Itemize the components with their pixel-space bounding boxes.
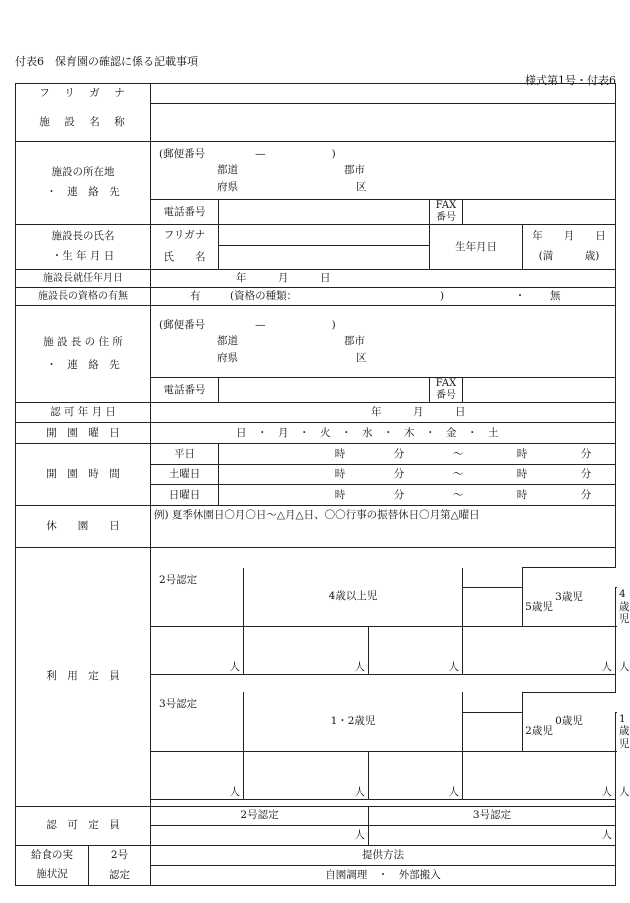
- director-postal-label: (郵便番号: [159, 319, 206, 332]
- capacity-age2-count[interactable]: [369, 751, 463, 799]
- open-days-label: 開 園 曜 日: [16, 423, 151, 444]
- document-title: 付表6 保育園の確認に係る記載事項: [15, 55, 198, 68]
- hour-label: 時: [334, 468, 346, 481]
- postal-label: (郵便番号: [159, 148, 206, 161]
- capacity-blank-cell: [463, 692, 523, 712]
- minute-label: 分: [393, 447, 405, 460]
- approved-cert2-header: 2号認定: [151, 806, 369, 825]
- director-phone-label: 電話番号: [151, 378, 219, 403]
- gun-shi: 郡市: [344, 164, 365, 177]
- minute-label: 分: [393, 488, 405, 501]
- meals-method-label: 提供方法: [151, 845, 616, 865]
- capacity-middle-spacer: [151, 674, 616, 692]
- capacity-age0-header: 0歳児: [523, 692, 616, 751]
- director-furigana-field[interactable]: [219, 225, 430, 246]
- qualification-dot: ・: [514, 290, 526, 303]
- meals-label-line2: 施状況: [36, 868, 68, 881]
- hour-label: 時: [516, 468, 528, 481]
- approved-capacity-label: 認 可 定 員: [16, 806, 151, 845]
- minute-label: 分: [580, 488, 592, 501]
- facility-name-label: 施 設 名 称: [16, 104, 151, 142]
- unit-label: 人: [354, 785, 365, 798]
- qualification-type-close: ): [440, 290, 445, 303]
- unit-label: 人: [601, 785, 612, 798]
- birthdate-label: 生年月日: [430, 225, 523, 270]
- fax-label: FAX番号: [430, 200, 463, 225]
- director-pref-fu-ken: 府県: [217, 351, 238, 364]
- capacity-over4-total[interactable]: [244, 626, 369, 674]
- birthdate-format: 年 月 日: [532, 230, 606, 243]
- unit-label: 人: [601, 828, 612, 841]
- approved-cert2-count[interactable]: [151, 825, 369, 845]
- unit-label: 人: [601, 661, 612, 674]
- phone-label: 電話番号: [151, 200, 219, 225]
- birthdate-field[interactable]: [523, 225, 616, 270]
- meals-options[interactable]: 自園調理 ・ 外部搬入: [151, 865, 616, 885]
- capacity-age12-total[interactable]: [244, 751, 369, 799]
- capacity-cert3-total[interactable]: [151, 751, 244, 799]
- capacity-age3-header: 3歳児: [523, 568, 616, 627]
- qualification-no[interactable]: 無: [550, 290, 561, 303]
- closed-days-example: 例) 夏季休園日〇月〇日～△月△日、〇〇行事の振替休日〇月第△曜日: [154, 509, 480, 521]
- facility-address-label: [16, 142, 151, 225]
- minute-label: 分: [580, 447, 592, 460]
- approved-cert3-count[interactable]: [369, 825, 616, 845]
- director-furigana-label: フリガナ: [151, 225, 219, 246]
- capacity-cert2-total[interactable]: [151, 626, 244, 674]
- director-fax-label: FAX番号: [430, 378, 463, 403]
- director-pref-to-dou: 都道: [217, 335, 238, 348]
- qualification-field[interactable]: [151, 288, 616, 306]
- postal-close: ): [331, 148, 336, 161]
- unit-label: 人: [448, 661, 459, 674]
- unit-label: 人: [354, 828, 365, 841]
- closed-days-field[interactable]: [151, 506, 616, 548]
- director-postal-dash: —: [255, 319, 266, 332]
- director-gun-shi: 郡市: [344, 335, 365, 348]
- approval-date-field[interactable]: 年 月 日: [151, 403, 616, 423]
- director-name-field[interactable]: [219, 246, 430, 270]
- capacity-cert3-label: 3号認定: [151, 692, 244, 751]
- director-phone-field[interactable]: [219, 378, 430, 403]
- unit-label: 人: [229, 785, 240, 798]
- director-fax-field[interactable]: [463, 378, 616, 403]
- facility-address-label-line1: 施設の所在地: [51, 166, 115, 179]
- director-address-label: [16, 306, 151, 403]
- tilde: ～: [452, 488, 464, 501]
- pref-fu-ken: 府県: [217, 180, 238, 193]
- hours-day-saturday: 土曜日: [151, 465, 219, 485]
- capacity-age12-header: 1・2歳児: [244, 692, 463, 751]
- capacity-cert2-label: 2号認定: [151, 568, 244, 627]
- facility-furigana-field[interactable]: [151, 84, 616, 104]
- hour-label: 時: [516, 447, 528, 460]
- capacity-blank-cell: [463, 568, 523, 588]
- open-days-field[interactable]: 日 ・ 月 ・ 火 ・ 水 ・ 木 ・ 金 ・ 土: [151, 423, 616, 444]
- capacity-age1-count[interactable]: [463, 751, 616, 799]
- age-format: (満 歳): [538, 250, 600, 262]
- capacity-label: 利 用 定 員: [16, 548, 151, 807]
- director-label-line2: ・生 年 月 日: [51, 250, 115, 262]
- meals-label: [16, 845, 89, 885]
- director-address-label-line1: 施 設 長 の 住 所: [43, 335, 123, 348]
- unit-label: 人: [448, 785, 459, 798]
- pref-to-dou: 都道: [217, 164, 238, 177]
- hours-saturday-field[interactable]: [219, 465, 616, 485]
- unit-label: 人: [619, 661, 630, 674]
- meals-label-line1: 給食の実: [31, 849, 73, 862]
- facility-address-label-line2: ・ 連 絡 先: [46, 186, 120, 198]
- qualification-yes[interactable]: 有: [190, 290, 201, 303]
- capacity-bottom-spacer: [151, 799, 616, 806]
- director-postal-close: ): [331, 319, 336, 332]
- tilde: ～: [452, 447, 464, 460]
- qualification-label: 施設長の資格の有無: [16, 288, 151, 306]
- hour-label: 時: [516, 488, 528, 501]
- appointment-date-field[interactable]: 年 月 日: [151, 270, 616, 288]
- hour-label: 時: [334, 488, 346, 501]
- minute-label: 分: [580, 468, 592, 481]
- director-address-label-line2: ・ 連 絡 先: [46, 359, 120, 371]
- director-name-label: 氏 名: [151, 246, 219, 270]
- approval-label: 認 可 年 月 日: [16, 403, 151, 423]
- postal-dash: —: [255, 148, 266, 161]
- fax-field[interactable]: [463, 200, 616, 225]
- meals-cert-line1: 2号: [89, 845, 151, 865]
- open-hours-label: 開 園 時 間: [16, 444, 151, 506]
- form-table: フ リ ガ ナ 施 設 名 称 施設の所在地 ・ 連 絡 先 (郵便番号 — ) 都道 郡市 府県 区 電話番号 FAX番号 施設長の氏名 ・生 年 月 日 フリガナ 生年月日 年 月 日 (満 歳) 氏 名 施設長就任年月日 年 月 日 施設長の資格の有無 有 (資格の種類： ) ・ 無 施 設 長 の 住 所 ・ 連 絡 先 (郵便番号 — ) 都道 郡市 府県 区 電話番号 FAX番号 認 可 年 月 日 年 月 日 開 園 曜 日 日 ・ 月 ・ 火 ・ 水 ・ 木 ・ 金 ・ 土 開 園 時 間 平日 時 分 ～ 時 分 土曜日 時 分 ～ 時 分 日曜日 時 分 ～ 時 分 休 園 日 例) 夏季休園日〇月〇日～△月△日、〇〇行事の振替休日〇月第△曜日 利 用 定 員 2号認定 4歳以上児 3歳児 5歳児 4歳児 人 人 人 人 人 3号認定 1・2歳児 0歳児 2歳児 1歳児 人 人 人 人 人 認 可 定 員 2号認定 3号認定 人 人 給食の実 施状況 2号 提供方法 認定 自園調理 ・ 外部搬入: [15, 83, 616, 886]
- appointment-label: 施設長就任年月日: [16, 270, 151, 288]
- capacity-over4-header: 4歳以上児: [244, 568, 463, 627]
- capacity-age5-header: 5歳児: [463, 588, 616, 627]
- phone-field[interactable]: [219, 200, 430, 225]
- hours-day-weekday: 平日: [151, 444, 219, 465]
- facility-furigana-label: フ リ ガ ナ: [16, 84, 151, 104]
- facility-name-field[interactable]: [151, 104, 616, 142]
- capacity-age2-header: 2歳児: [463, 712, 616, 751]
- capacity-top-spacer: [151, 548, 616, 568]
- ku: 区: [356, 180, 367, 193]
- director-label-line1: 施設長の氏名: [51, 230, 115, 243]
- hours-sunday-field[interactable]: [219, 485, 616, 506]
- approved-cert3-header: 3号認定: [369, 806, 616, 825]
- director-address-field[interactable]: [151, 306, 616, 378]
- hour-label: 時: [334, 447, 346, 460]
- director-label: [16, 225, 151, 270]
- capacity-age4-count[interactable]: [463, 626, 616, 674]
- form-code: 様式第1号・付表6: [525, 74, 616, 87]
- meals-cert-line2: 認定: [89, 865, 151, 885]
- hours-day-sunday: 日曜日: [151, 485, 219, 506]
- facility-address-field[interactable]: [151, 142, 616, 200]
- minute-label: 分: [393, 468, 405, 481]
- unit-label: 人: [619, 785, 630, 798]
- capacity-age5-count[interactable]: [369, 626, 463, 674]
- closed-days-label: 休 園 日: [16, 506, 151, 548]
- qualification-type-label: (資格の種類：: [230, 290, 298, 303]
- unit-label: 人: [354, 661, 365, 674]
- tilde: ～: [452, 468, 464, 481]
- unit-label: 人: [229, 661, 240, 674]
- hours-weekday-field[interactable]: [219, 444, 616, 465]
- director-ku: 区: [356, 351, 367, 364]
